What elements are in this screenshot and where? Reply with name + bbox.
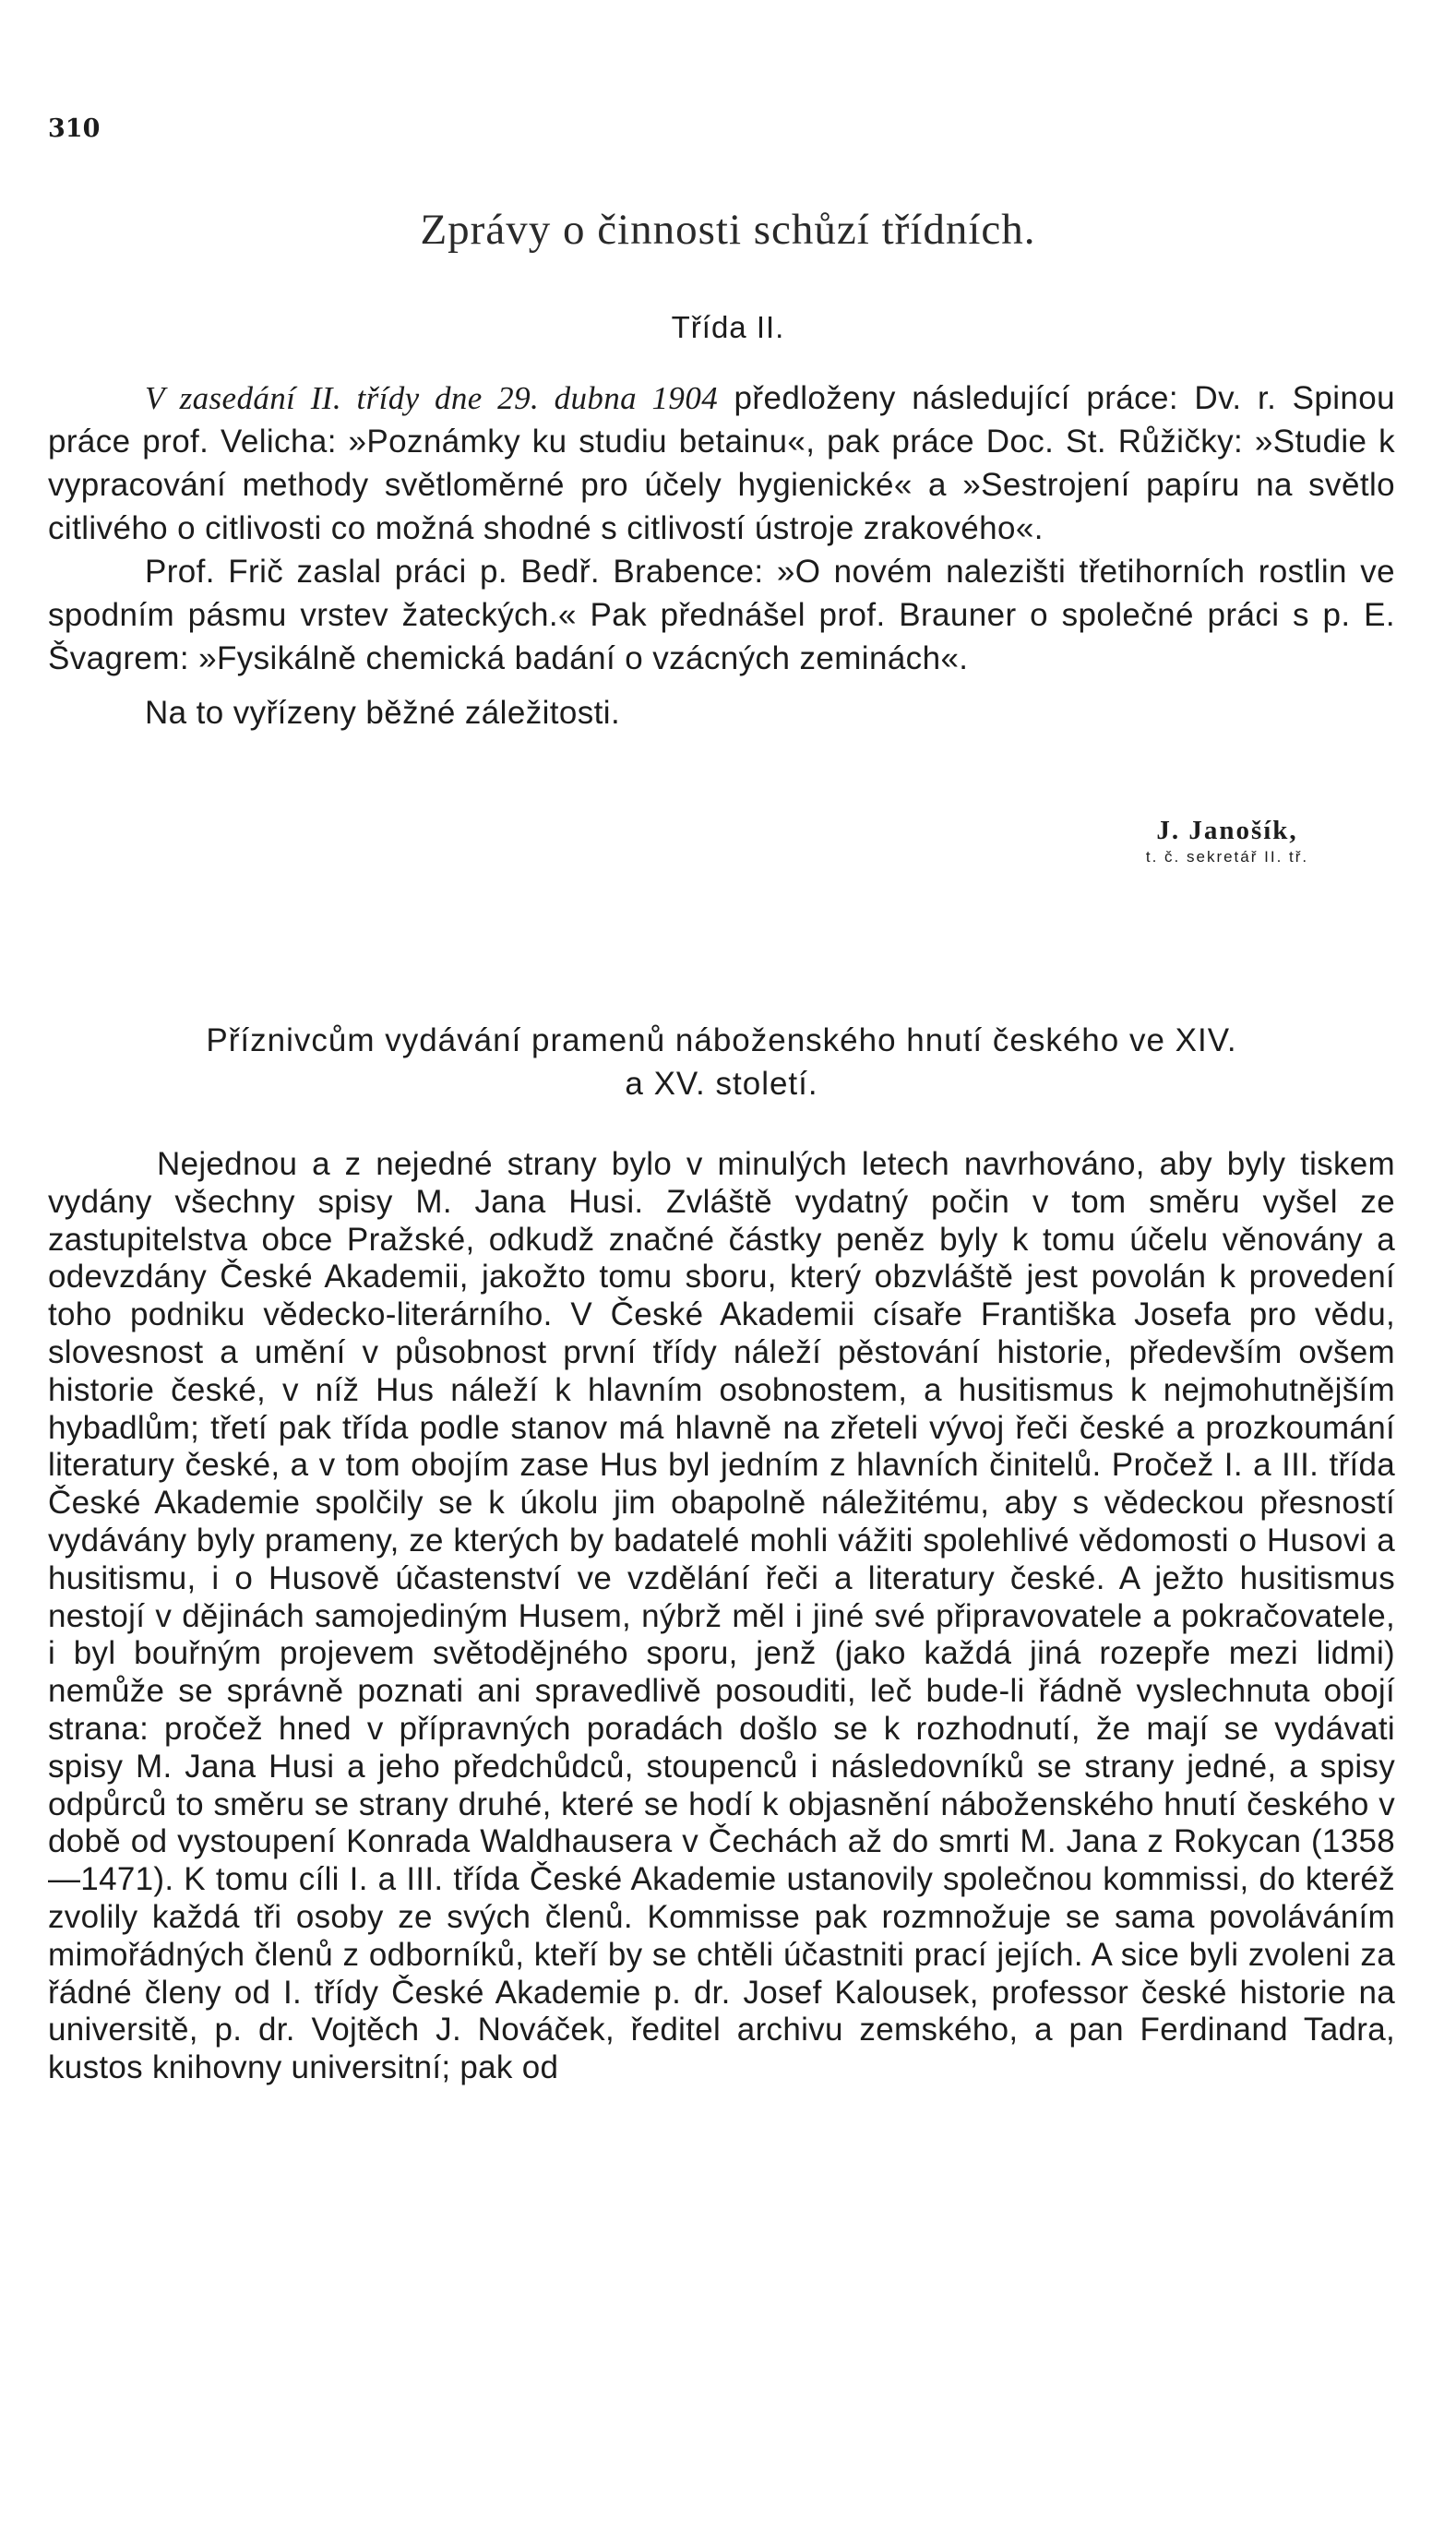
appeal-paragraph: Nejednou a z nejedné strany bylo v minulých letech navrhováno, aby byly tiskem vydány všechny spisy M. Jana Husi. Zvláště vydatný počin v tom směru vyšel ze zastupitelstva obce Pražské, odkudž značné částky peněz byly k tomu účelu věnovány a odevzdány České Akademii, jakožto tomu sboru, který obzvláště jest povolán k provedení toho podniku vědecko-literárního. V České Akademii císaře Františka Josefa pro vědu, slovesnost a umění v působnost první třídy náleží pěstování historie, především ovšem historie české, v níž Hus náleží k hlavním osobnostem, a husitismus k nejmohutnějším hybadlům; třetí pak třída podle stanov má hlavně na zřeteli vývoj řeči české a prozkoumání literatury české, a v tom obojím zase Hus byl jedním z hlavních činitelů. Pročež I. a III. třída České Akademie spolčily se k úkolu jim obapolně náležitému, aby s vědeckou přesností vydávány byly prameny, ze kterých by badatelé mohli vážiti spolehlivé vědomosti o Husovi a husitismu, i o Husově účastenství ve vzdělání řeči a literatury české. A ježto husitismus nestojí v dějinách samojediným Husem, nýbrž měl i jiné své připravovatele a pokračovatele, i byl bouřným projevem světodějného sporu, jenž (jako každá jiná rozepře mezi lidmi) nemůže se správně poznati ani spravedlivě posouditi, leč bude-li řádně vyslechnuta obojí strana: pročež hned v přípravných poradách došlo se k rozhodnutí, že mají se vydávati spisy M. Jana Husi a jeho předchůdců, stoupenců i následovníků se strany jedné, a spisy odpůrců to směru se strany druhé, které se hodí k objasnění náboženského hnutí českého v době od vystoupení Konrada Waldhausera v Čechách až do smrti M. Jana z Rokycan (1358—1471). K tomu cíli I. a III. třída České Akademie ustanovily společnou kommissi, do kteréž zvolily každá tři osoby ze svých členů. Kommisse pak rozmnožuje se sama povoláváním mimořádných členů z odborníků, kteří by se chtěli účastniti prací jejích. A sice byli zvoleni za řádné členy od I. třídy České Akademie p. dr. Josef Kalousek, professor české historie na universitě, p. dr. Vojtěch J. Nováček, ředitel archivu zemského, a pan Ferdinand Tadra, kustos knihovny universitní; pak od [48, 1146, 1395, 2086]
appeal-body [48, 1146, 1395, 2087]
session-report [48, 376, 1395, 735]
class-heading: Třída II. [671, 310, 785, 344]
page-title: Zprávy o činnosti schůzí třídních. [420, 206, 1036, 254]
appeal-title-line-2: a XV. století. [625, 1066, 818, 1102]
signature-name: J. Janošík, [1156, 816, 1298, 845]
appeal-title [48, 1019, 1395, 1105]
page-number: 310 [48, 114, 101, 143]
appeal-title-line-1: Příznivcům vydávání pramenů náboženského hnutí českého ve XIV. [206, 1022, 1237, 1058]
session-paragraph-2: Prof. Frič zaslal práci p. Bedř. Brabence: »O novém nalezišti třetihorních rostlin ve spodním pásmu vrstev žateckých.« Pak přednášel prof. Brauner o společné práci s p. E. Švagrem: »Fysikálně chemická badání o vzácných zeminách«. [48, 554, 1395, 676]
signature [1089, 816, 1366, 866]
session-paragraph-1-text: předloženy následující práce: Dv. r. Spinou práce prof. Velicha: »Poznámky ku studiu betainu«, pak práce Doc. St. Růžičky: »Studie k vypracování methody světloměrné pro účely hygienické« a »Sestrojení papíru na světlo citlivého o citlivosti co možná shodné s citlivostí ústroje zrakového«. [48, 380, 1396, 546]
signature-title: t. č. sekretář II. tř. [1145, 848, 1309, 866]
session-closing: Na to vyřízeny běžné záležitosti. [145, 695, 621, 731]
session-intro: V zasedání II. třídy dne 29. dubna 1904 [145, 380, 719, 416]
session-paragraph-1 [48, 376, 1395, 550]
